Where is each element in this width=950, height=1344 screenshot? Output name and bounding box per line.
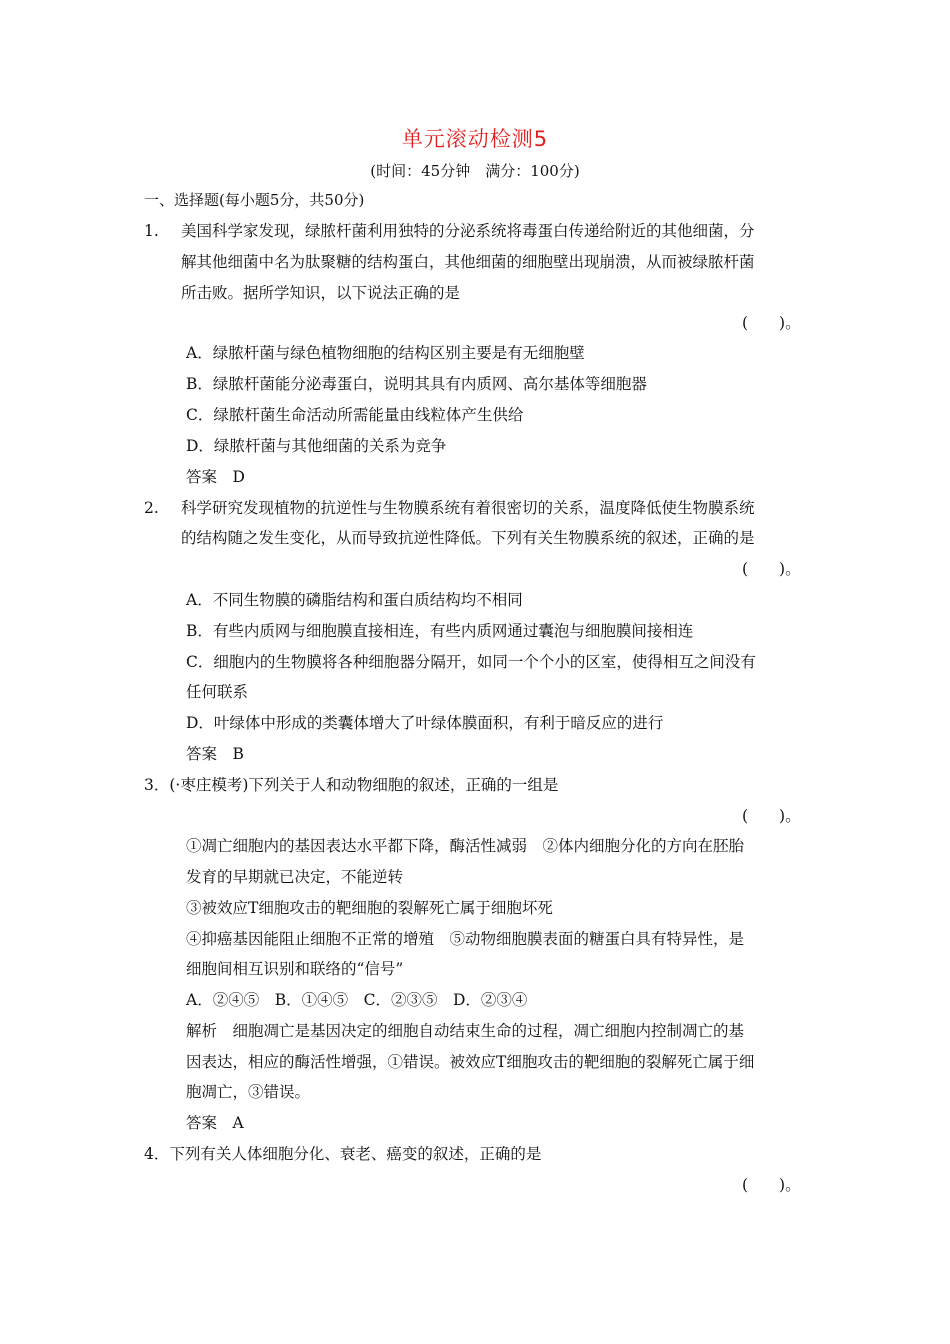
question-2-option-d: D．叶绿体中形成的类囊体增大了叶绿体膜面积，有利于暗反应的进行 xyxy=(186,714,664,732)
exam-info: (时间：45分钟 满分：100分) xyxy=(370,162,580,180)
question-3-statement-line-3: ③被效应T细胞攻击的靶细胞的裂解死亡属于细胞坏死 xyxy=(186,899,553,917)
question-1-number: 1. xyxy=(144,222,159,240)
section-heading: 一、选择题(每小题5分，共50分) xyxy=(144,191,365,209)
question-1-stem-line-2: 解其他细菌中名为肽聚糖的结构蛋白，其他细菌的细胞壁出现崩溃，从而被绿脓杆菌 xyxy=(181,253,755,271)
question-1-stem-line-1: 美国科学家发现，绿脓杆菌利用独特的分泌系统将毒蛋白传递给附近的其他细菌，分 xyxy=(181,222,755,240)
question-2-stem-line-2: 的结构随之发生变化，从而导致抗逆性降低。下列有关生物膜系统的叙述，正确的是 xyxy=(181,529,755,547)
question-1-option-a: A．绿脓杆菌与绿色植物细胞的结构区别主要是有无细胞壁 xyxy=(186,344,585,362)
question-1-stem-line-3: 所击败。据所学知识，以下说法正确的是 xyxy=(181,284,461,302)
question-1-option-d: D．绿脓杆菌与其他细菌的关系为竞争 xyxy=(186,437,447,455)
question-1-option-c: C．绿脓杆菌生命活动所需能量由线粒体产生供给 xyxy=(186,406,524,424)
question-2-option-c-line-2: 任何联系 xyxy=(186,683,249,701)
question-2-option-a: A．不同生物膜的磷脂结构和蛋白质结构均不相同 xyxy=(186,591,523,609)
question-2-stem-line-1: 科学研究发现植物的抗逆性与生物膜系统有着很密切的关系，温度降低使生物膜系统 xyxy=(181,499,755,517)
question-3-statement-line-5: 细胞间相互识别和联络的“信号” xyxy=(186,960,404,978)
question-3-answer-blank: ( )。 xyxy=(742,807,801,825)
question-2-answer-blank: ( )。 xyxy=(742,560,801,578)
question-3-explanation-line-2: 因表达，相应的酶活性增强，①错误。被效应T细胞攻击的靶细胞的裂解死亡属于细 xyxy=(186,1053,755,1071)
question-4-answer-blank: ( )。 xyxy=(742,1176,801,1194)
question-2-option-c-line-1: C．细胞内的生物膜将各种细胞器分隔开，如同一个个小的区室，使得相互之间没有 xyxy=(186,653,756,671)
question-1-option-b: B．绿脓杆菌能分泌毒蛋白，说明其具有内质网、高尔基体等细胞器 xyxy=(186,375,647,393)
question-2-option-b: B．有些内质网与细胞膜直接相连，有些内质网通过囊泡与细胞膜间接相连 xyxy=(186,622,694,640)
question-3-stem: 3．(·枣庄模考)下列关于人和动物细胞的叙述，正确的一组是 xyxy=(144,776,559,794)
question-3-statement-line-1: ①凋亡细胞内的基因表达水平都下降，酶活性减弱 ②体内细胞分化的方向在胚胎 xyxy=(186,837,745,855)
question-1-answer: 答案 D xyxy=(186,468,245,486)
question-3-statement-line-4: ④抑癌基因能阻止细胞不正常的增殖 ⑤动物细胞膜表面的糖蛋白具有特异性，是 xyxy=(186,930,745,948)
question-3-answer: 答案 A xyxy=(186,1114,244,1132)
question-4-stem: 4．下列有关人体细胞分化、衰老、癌变的叙述，正确的是 xyxy=(144,1145,542,1163)
page-title: 单元滚动检测5 xyxy=(401,127,549,151)
question-3-explanation-line-3: 胞凋亡，③错误。 xyxy=(186,1083,311,1101)
question-3-explanation-line-1: 解析 细胞凋亡是基因决定的细胞自动结束生命的过程，凋亡细胞内控制凋亡的基 xyxy=(186,1022,745,1040)
question-1-answer-blank: ( )。 xyxy=(742,314,801,332)
question-2-number: 2. xyxy=(144,499,159,517)
question-2-answer: 答案 B xyxy=(186,745,244,763)
question-3-statement-line-2: 发育的早期就已决定，不能逆转 xyxy=(186,868,404,886)
question-3-options: A．②④⑤ B．①④⑤ C．②③⑤ D．②③④ xyxy=(186,991,528,1009)
